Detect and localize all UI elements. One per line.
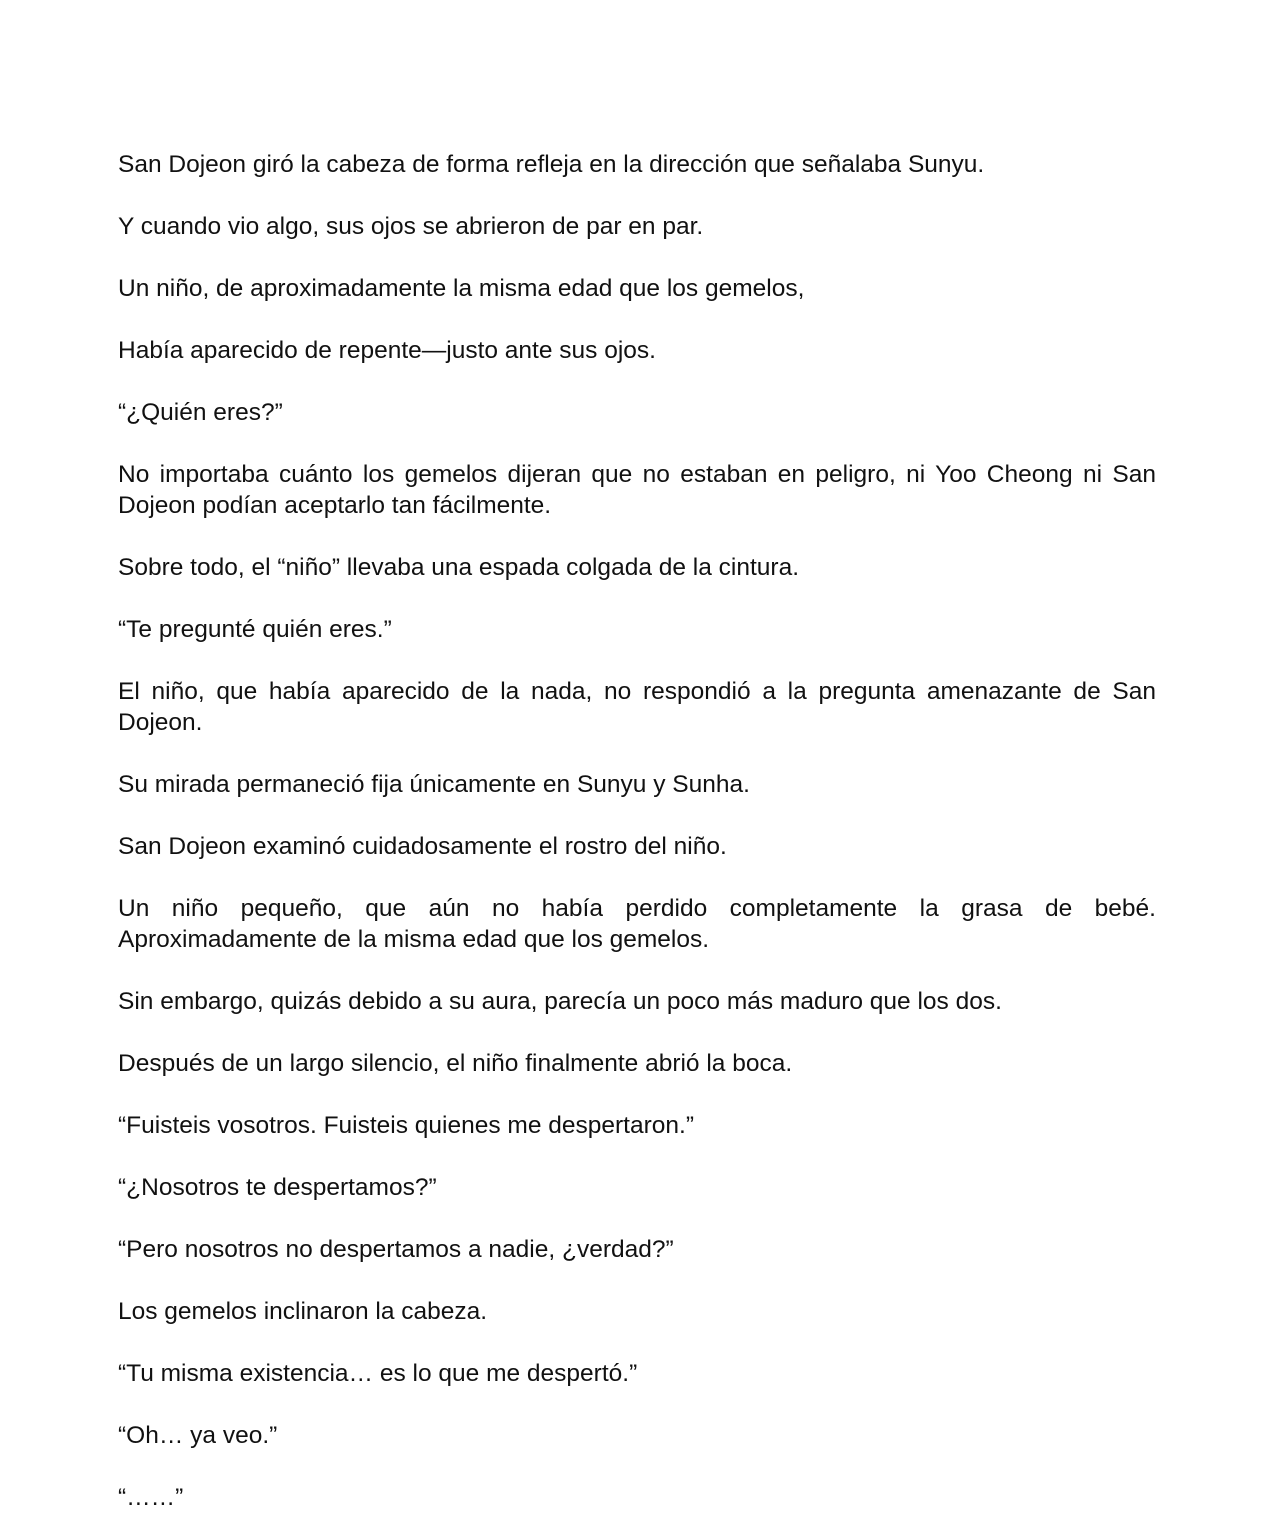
paragraph: El niño, que había aparecido de la nada, no respondió a la pregunta amenazante de San Dojeon. [118,678,1156,736]
paragraph: “Te pregunté quién eres.” [118,616,392,643]
paragraph: Después de un largo silencio, el niño finalmente abrió la boca. [118,1050,793,1077]
paragraph: Había aparecido de repente—justo ante sus ojos. [118,337,656,364]
paragraph: Sobre todo, el “niño” llevaba una espada colgada de la cintura. [118,554,800,581]
paragraph: “¿Nosotros te despertamos?” [118,1174,437,1201]
paragraph: “……” [118,1484,184,1511]
paragraph: Sin embargo, quizás debido a su aura, parecía un poco más maduro que los dos. [118,988,1002,1015]
document-body [118,149,1156,1513]
paragraph: Y cuando vio algo, sus ojos se abrieron de par en par. [118,213,704,240]
paragraph: “Pero nosotros no despertamos a nadie, ¿verdad?” [118,1236,674,1263]
paragraph: Su mirada permaneció fija únicamente en Sunyu y Sunha. [118,771,750,798]
paragraph: “Tu misma existencia… es lo que me despertó.” [118,1360,638,1387]
paragraph: “¿Quién eres?” [118,399,283,426]
paragraph: San Dojeon giró la cabeza de forma refleja en la dirección que señalaba Sunyu. [118,151,985,178]
paragraph: No importaba cuánto los gemelos dijeran que no estaban en peligro, ni Yoo Cheong ni San Dojeon podían aceptarlo tan fácilmente. [118,461,1156,519]
paragraph: “Fuisteis vosotros. Fuisteis quienes me despertaron.” [118,1112,694,1139]
paragraph: Un niño, de aproximadamente la misma edad que los gemelos, [118,275,805,302]
paragraph: Un niño pequeño, que aún no había perdido completamente la grasa de bebé. Aproximadamente de la misma edad que los gemelos. [118,895,1156,953]
paragraph: Los gemelos inclinaron la cabeza. [118,1298,488,1325]
paragraph: “Oh… ya veo.” [118,1422,278,1449]
paragraph: San Dojeon examinó cuidadosamente el rostro del niño. [118,833,727,860]
